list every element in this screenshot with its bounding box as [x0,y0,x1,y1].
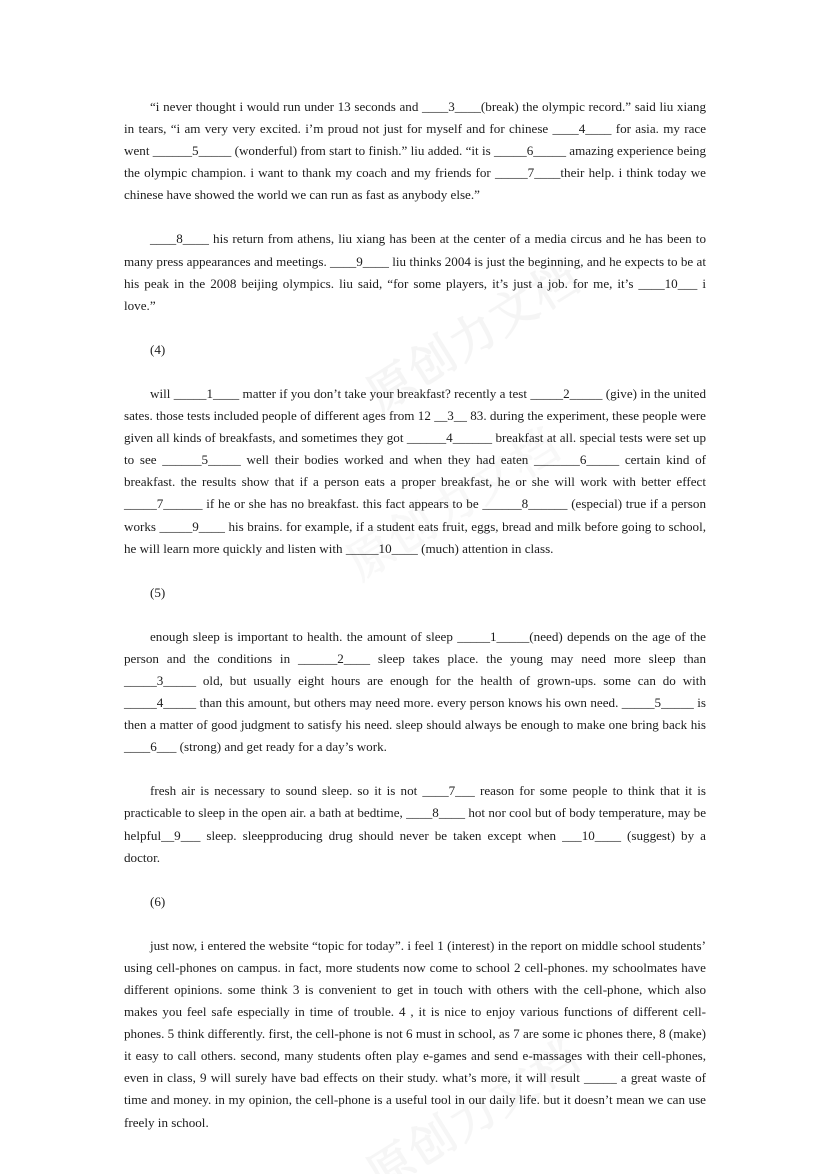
paragraph-spacer [124,206,706,228]
paragraph-spacer [124,869,706,891]
paragraph-spacer [124,361,706,383]
section-label-6: (6) [150,893,166,909]
section-label-4: (4) [150,341,166,357]
paragraph-spacer [124,560,706,582]
paragraph-spacer [124,604,706,626]
paragraph: just now, i entered the website “topic for today”. i feel 1 (interest) in the report on middle school students’ using cell-phones on campus. in fact, more students now come to school 2 cell-phones. my schoolmates have different opinions. some think 3 is convenient to get in touch with others with the cell-phone, which also makes you feel safe especially in time of trouble. 4 , it is nice to enjoy various functions of different cell-phones. 5 think differently. first, the cell-phone is not 6 must in school, as 7 are some ic phones there, 8 (make) it easy to call others. second, many students often play e-games and send e-massages with their cell-phones, even in class, 9 will surely have bad effects on their study. what’s more, it will result _____ a great waste of time and money. in my opinion, the cell-phone is a useful tool in our daily life. but it doesn’t mean we can use freely in school. [124,937,706,1130]
paragraph: will _____1____ matter if you don’t take your breakfast? recently a test _____2_____ (give) in the united sates. those tests included people of different ages from 12 __3__ 83. during the experiment, these people were given all kinds of breakfasts, and sometimes they got ______4______ breakfast at all. special tests were set up to see ______5_____ well their bodies worked and when they had eaten _______6_____ certain kind of breakfast. the results show that if a person eats a proper breakfast, he or she will work with better effect _____7______ if he or she has no breakfast. this fact appears to be ______8______ (especial) true if a person works _____9____ his brains. for example, if a student eats fruit, eggs, bread and milk before going to school, he will learn more quickly and listen with _____10____ (much) attention in class. [124,385,706,556]
paragraph: “i never thought i would run under 13 seconds and ____3____(break) the olympic record.” said liu xiang in tears, “i am very very excited. i’m proud not just for myself and for chinese ____4____ for asia. my race went ______5_____ (wonderful) from start to finish.” liu added. “it is _____6_____ amazing experience being the olympic champion. i want to thank my coach and my friends for _____7____their help. i think today we chinese have showed the world we can run as fast as anybody else.” [124,99,706,203]
paragraph-spacer [124,317,706,339]
document-body [124,96,706,1134]
section-label-5: (5) [150,584,166,600]
paragraph: ____8____ his return from athens, liu xiang has been at the center of a media circus and he has been to many press appearances and meetings. ____9____ liu thinks 2004 is just the beginning, and he expects to be at his peak in the 2008 beijing olympics. liu said, “for some players, it’s just a job. for me, it’s ____10___ i love.” [124,231,706,313]
paragraph: fresh air is necessary to sound sleep. so it is not ____7___ reason for some people to think that it is practicable to sleep in the open air. a bath at bedtime, ____8____ hot nor cool but of body temperature, may be helpful__9___ sleep. sleepproducing drug should never be taken except when ___10____ (suggest) by a doctor. [124,783,706,865]
paragraph: enough sleep is important to health. the amount of sleep _____1_____(need) depends on the age of the person and the conditions in ______2____ sleep takes place. the young may need more sleep than _____3_____ old, but usually eight hours are enough for the health of grown-ups. some can do with _____4_____ than this amount, but others may need more. every person knows his own need. _____5_____ is then a matter of good judgment to satisfy his need. sleep should always be enough to make one bring back his ____6___ (strong) and get ready for a day’s work. [124,628,706,755]
paragraph-spacer [124,913,706,935]
paragraph-spacer [124,758,706,780]
